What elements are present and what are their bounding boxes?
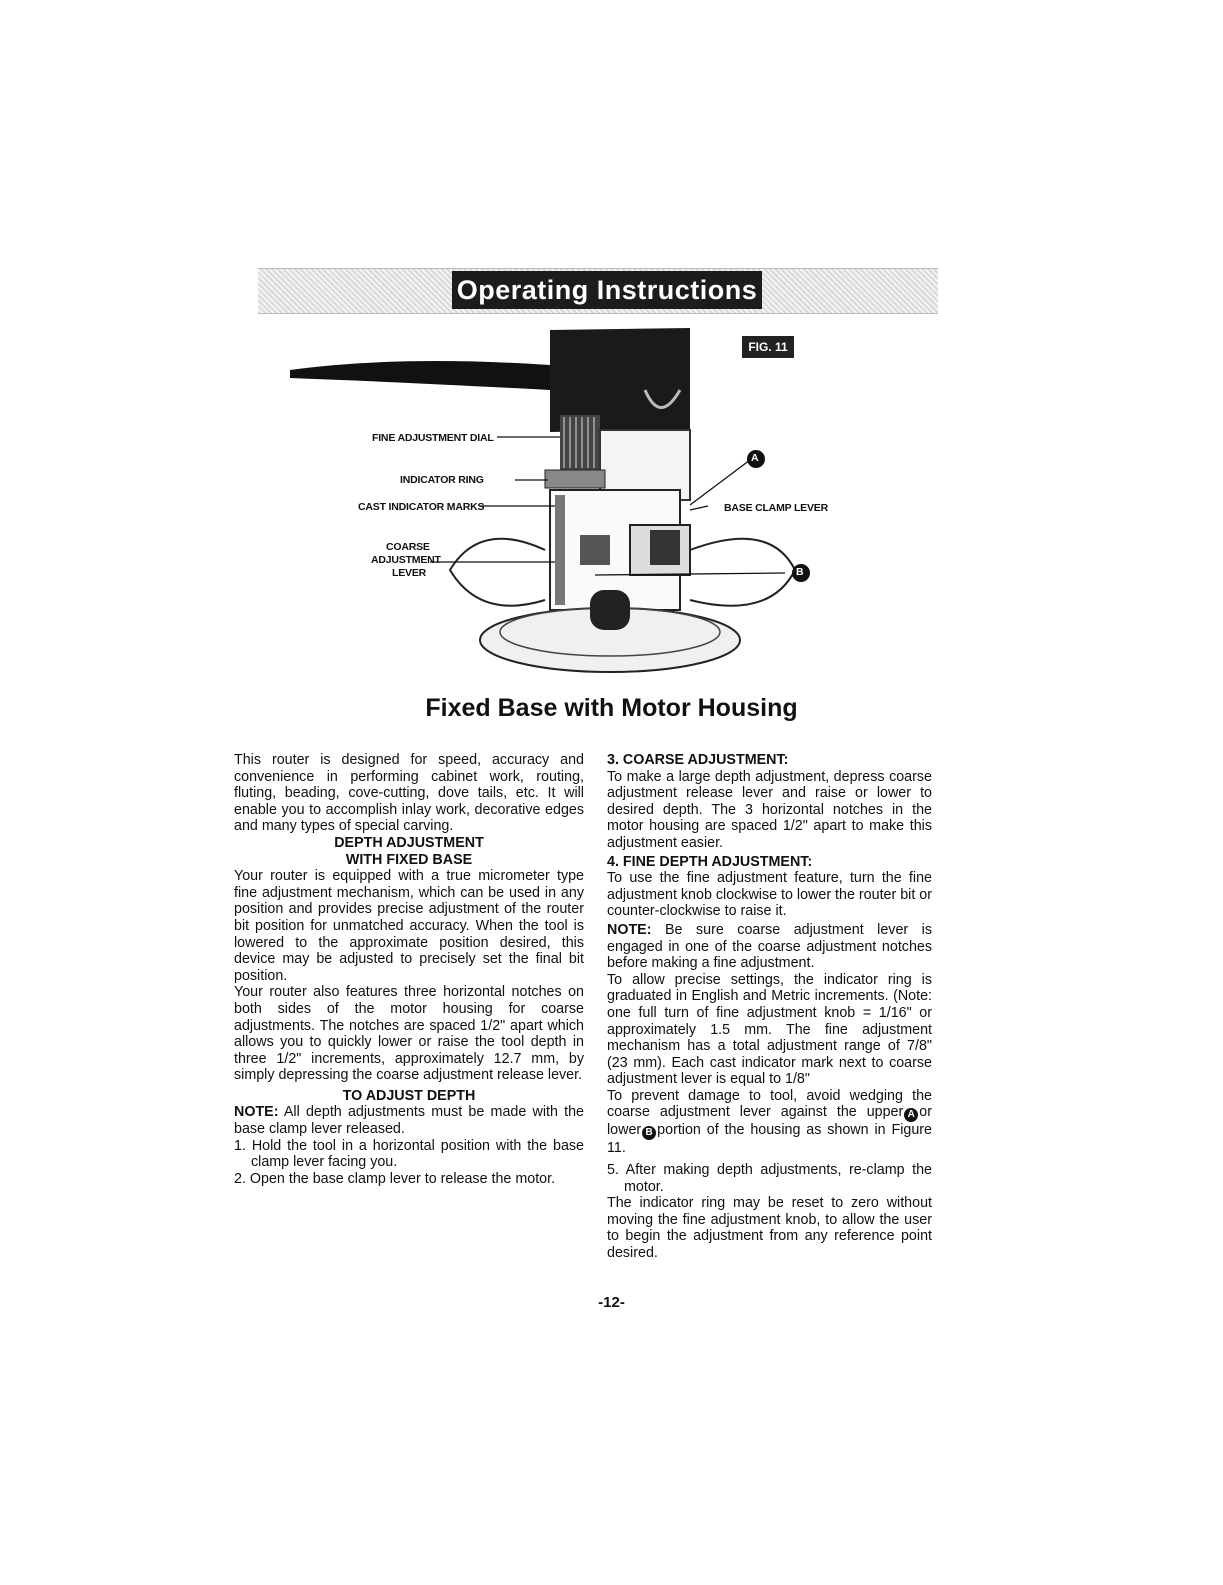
callout-fine-adjustment-dial: FINE ADJUSTMENT DIAL (372, 432, 494, 444)
heading-to-adjust-depth: TO ADJUST DEPTH (342, 1087, 476, 1104)
figure-caption: Fixed Base with Motor Housing (425, 694, 798, 722)
callout-cast-indicator-marks: CAST INDICATOR MARKS (358, 501, 485, 513)
step-4-title: 4. FINE DEPTH ADJUSTMENT: (607, 853, 813, 870)
figure-badge: FIG. 11 (742, 336, 794, 358)
note-text: All depth adjustments must be made with the base clamp lever released. (234, 1104, 584, 1138)
note-label: NOTE: (234, 1104, 279, 1121)
step-2: 2. Open the base clamp lever to release the motor. (234, 1170, 556, 1187)
step-3-title: 3. COARSE ADJUSTMENT: (607, 752, 789, 768)
paragraph-notches: Your router also features three horizontal notches on both sides of the motor housing for coarse adjustments. The notches are spaced 1/2" apart which allows you to quickly lower or raise the tool depth in three 1/2" increments, approximately 12.7 mm, by simply depressing the coarse adjustment release lever. (234, 984, 584, 1084)
step-1: 1. Hold the tool in a horizontal position with the base clamp lever facing you. (234, 1137, 584, 1171)
note-paragraph (234, 1104, 584, 1137)
left-column (234, 752, 584, 1187)
right-note-paragraph (607, 922, 932, 972)
prevent-damage-part2: or lower (607, 1104, 932, 1139)
step-5: 5. After making depth adjustments, re-clamp the motor. (607, 1162, 932, 1195)
heading-depth-adjustment: DEPTH ADJUSTMENT (334, 834, 484, 851)
paragraph-indicator-ring: To allow precise settings, the indicator ring is graduated in English and Metric increments. (Note: one full turn of fine adjustment knob = 1/16" or approximately 1.5 mm. The fine adjustment mechanism has a total adjustment range of 7/8" (23 mm). Each cast indicator mark next to coarse adjustment lever is equal to 1/8" (607, 971, 932, 1088)
callout-coarse-lever-line1: COARSE (386, 541, 430, 553)
inline-marker-b: B (642, 1126, 656, 1140)
right-note-text: Be sure coarse adjustment lever is engaged in one of the coarse adjustment notches before making a fine adjustment. (607, 921, 932, 972)
step-3-text: To make a large depth adjustment, depress coarse adjustment release lever and raise or lower to desired depth. The 3 horizontal notches in the motor housing are spaced 1/2" apart to make this adjustment easier. (607, 768, 932, 851)
prevent-damage-part1: To prevent damage to tool, avoid wedging the coarse adjustment lever against the upper (607, 1087, 932, 1121)
right-column (607, 752, 932, 1262)
marker-b: B (796, 566, 804, 578)
page-number: -12- (598, 1294, 625, 1311)
callout-coarse-lever-line2: ADJUSTMENT (371, 554, 441, 566)
right-note-label: NOTE: (607, 921, 652, 938)
page-title: Operating Instructions (452, 271, 762, 309)
paragraph-prevent-damage (607, 1088, 932, 1157)
paragraph-reset: The indicator ring may be reset to zero without moving the fine adjustment knob, to allow the user to begin the adjustment from any reference point desired. (607, 1195, 932, 1262)
paragraph-micrometer: Your router is equipped with a true micrometer type fine adjustment mechanism, which can be used in any position and provides precise adjustment of the router bit position for unmatched accuracy. When the tool is lowered to the approximate position desired, this device may be adjusted to precisely set the final bit position. (234, 868, 584, 984)
callout-base-clamp-lever: BASE CLAMP LEVER (724, 502, 828, 514)
intro-paragraph: This router is designed for speed, accuracy and convenience in performing cabinet work, routing, fluting, beading, cove-cutting, dove tails, etc. It will enable you to accomplish inlay work, decorative edges and many types of special carving. (234, 752, 584, 835)
heading-with-fixed-base: WITH FIXED BASE (345, 851, 473, 868)
marker-a: A (751, 452, 759, 464)
callout-indicator-ring: INDICATOR RING (400, 474, 484, 486)
callout-coarse-lever-line3: LEVER (392, 567, 427, 579)
inline-marker-a: A (904, 1108, 918, 1122)
router-illustration (250, 320, 950, 690)
prevent-damage-part3: portion of the housing as shown in Figure 11. (607, 1122, 932, 1157)
step-4-text: To use the fine adjustment feature, turn the fine adjustment knob clockwise to lower the router bit or counter-clockwise to raise it. (607, 870, 933, 920)
